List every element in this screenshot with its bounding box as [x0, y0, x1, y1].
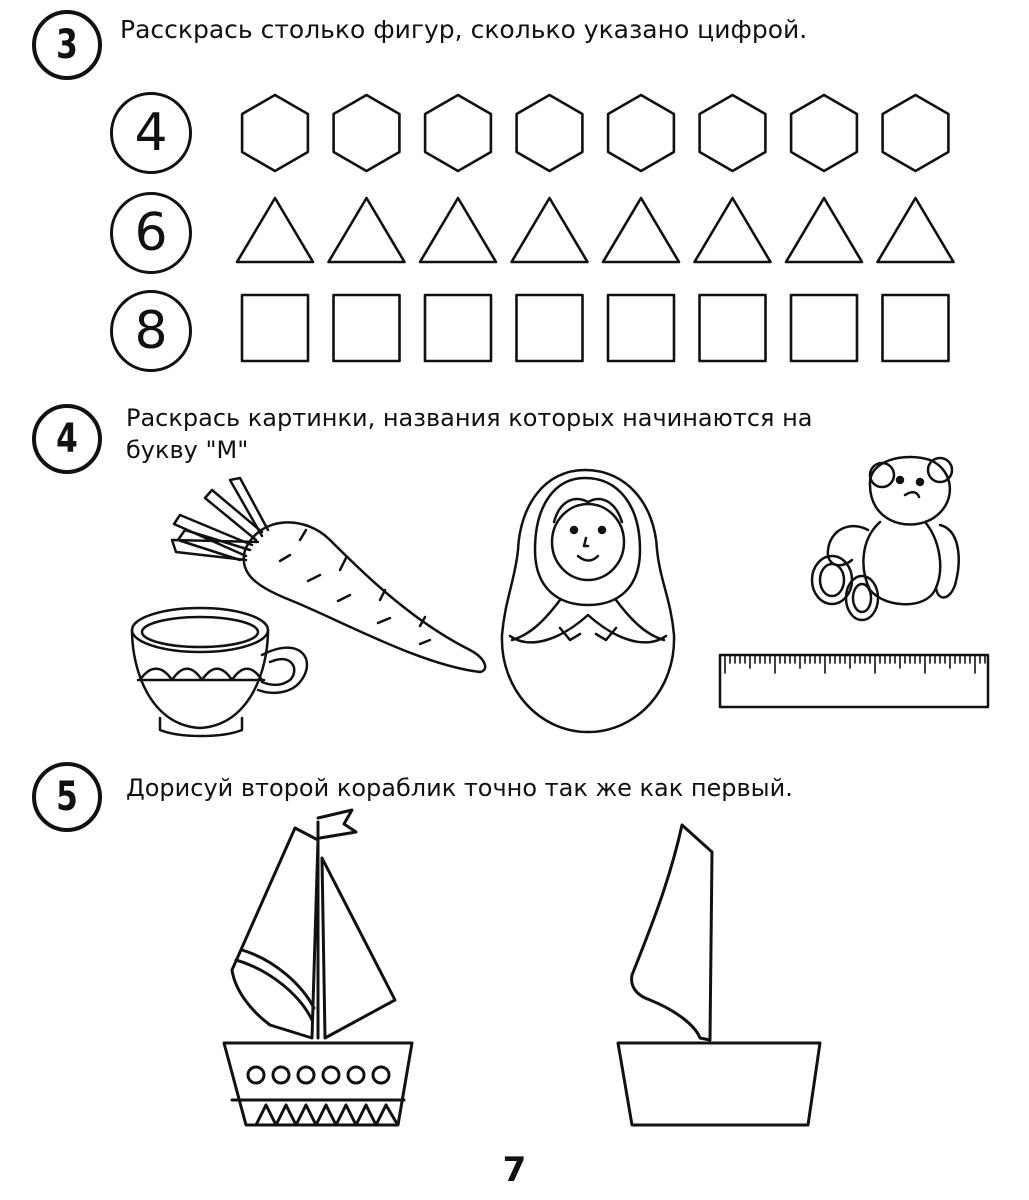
- page-number: 7: [502, 1150, 527, 1190]
- hexagon-figure[interactable]: [700, 95, 766, 171]
- sample-boat[interactable]: [224, 810, 412, 1125]
- triangle-figure[interactable]: [237, 198, 313, 262]
- square-figure[interactable]: [425, 295, 491, 361]
- hexagon-figure[interactable]: [517, 95, 583, 171]
- task-5-instruction: Дорисуй второй кораблик точно так же как первый.: [126, 774, 793, 802]
- hexagon-figure[interactable]: [608, 95, 674, 171]
- triangle-figure[interactable]: [878, 198, 954, 262]
- triangle-figure[interactable]: [603, 198, 679, 262]
- task-3-number: 3: [56, 22, 78, 68]
- row-count-4: 4: [110, 92, 192, 174]
- row-count-8: 8: [110, 290, 192, 372]
- ruler-picture[interactable]: [720, 655, 988, 707]
- triangle-figure[interactable]: [786, 198, 862, 262]
- triangle-figure[interactable]: [329, 198, 405, 262]
- hexagon-figure[interactable]: [242, 95, 308, 171]
- square-figure[interactable]: [700, 295, 766, 361]
- square-figure[interactable]: [517, 295, 583, 361]
- hexagon-figure[interactable]: [883, 95, 949, 171]
- matryoshka-picture[interactable]: [502, 470, 674, 732]
- pictures: [0, 460, 1029, 760]
- carrot-picture[interactable]: [172, 478, 485, 672]
- triangle-figure[interactable]: [695, 198, 771, 262]
- row-count-6: 6: [110, 192, 192, 274]
- boat-to-complete[interactable]: [618, 825, 820, 1125]
- square-figure[interactable]: [242, 295, 308, 361]
- triangle-figure[interactable]: [420, 198, 496, 262]
- boats: [0, 800, 1029, 1160]
- hexagon-figure[interactable]: [334, 95, 400, 171]
- task-5-number: 5: [56, 774, 78, 820]
- square-figure[interactable]: [608, 295, 674, 361]
- shapes-grid: [0, 0, 1029, 400]
- task-4-instruction-line-1: Раскрась картинки, названия которых начинаются на: [126, 404, 813, 432]
- teddy-bear-picture[interactable]: [812, 457, 959, 620]
- square-figure[interactable]: [791, 295, 857, 361]
- square-figure[interactable]: [883, 295, 949, 361]
- task-4-number: 4: [56, 416, 78, 462]
- task-4-instruction-line-2: букву "М": [126, 436, 249, 464]
- task-3-instruction: Расскрась столько фигур, сколько указано цифрой.: [120, 15, 808, 44]
- hexagon-figure[interactable]: [425, 95, 491, 171]
- hexagon-figure[interactable]: [791, 95, 857, 171]
- cup-picture[interactable]: [132, 608, 307, 736]
- square-figure[interactable]: [334, 295, 400, 361]
- triangle-figure[interactable]: [512, 198, 588, 262]
